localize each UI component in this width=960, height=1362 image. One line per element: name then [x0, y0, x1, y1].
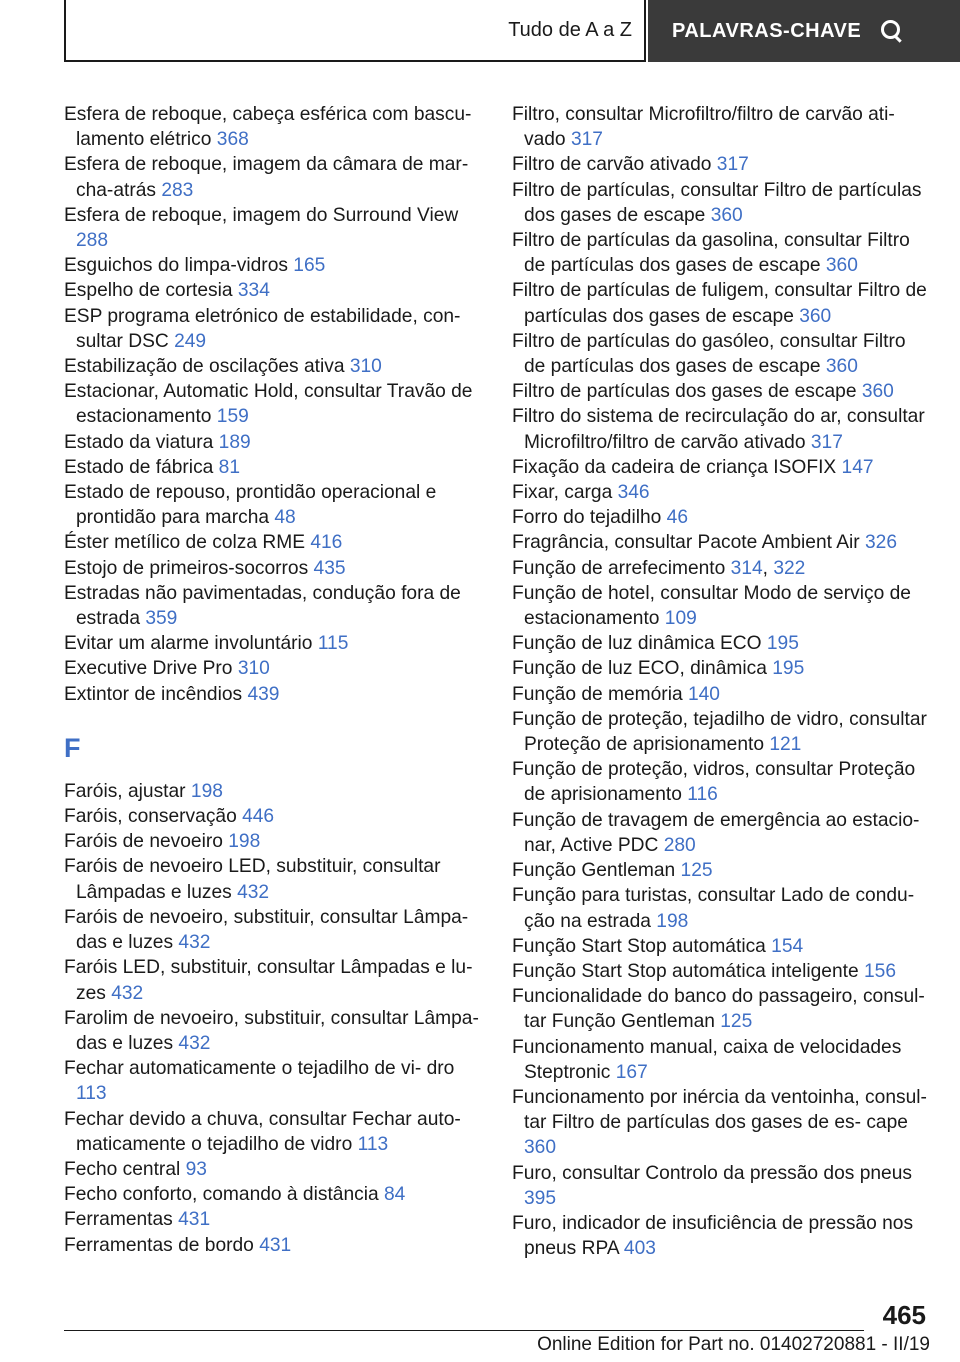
footer-divider [64, 1330, 864, 1331]
index-entry [512, 682, 932, 707]
index-entry-text: Função de proteção, tejadilho de vidro, consultar Proteção de aprisionamento [512, 708, 927, 756]
index-entry-text: Fragrância, consultar Pacote Ambient Air [512, 532, 866, 554]
page-link[interactable]: 195 [766, 633, 799, 655]
header [64, 0, 960, 66]
index-entry-text: Extintor de incêndios [64, 683, 248, 705]
page-link[interactable]: 317 [716, 154, 749, 176]
index-entry [512, 530, 932, 555]
page-link[interactable]: 439 [247, 683, 280, 705]
index-entry [512, 178, 932, 228]
index-entry [64, 354, 479, 379]
index-entry-text: Função Gentleman [512, 860, 681, 882]
index-entry-text: Furo, consultar Controlo da pressão dos pneus [512, 1162, 912, 1184]
index-entry-text: Estradas não pavimentadas, condução fora de estrada [64, 582, 461, 630]
page-link[interactable]: 446 [242, 806, 275, 828]
index-entry-text: Esguichos do limpa-vidros [64, 255, 294, 277]
page-link[interactable]: 368 [216, 129, 249, 151]
index-entry-text: Função de arrefecimento [512, 557, 731, 579]
index-entry-text: Função de travagem de emergência ao estacio- nar, Active PDC [512, 809, 920, 856]
index-entry [512, 505, 932, 530]
index-entry [512, 1035, 932, 1085]
index-entry-text: Fecho conforto, comando à distância [64, 1184, 384, 1206]
page-link[interactable]: 167 [615, 1061, 648, 1083]
index-entry-text: Função de luz ECO, dinâmica [512, 658, 773, 680]
index-entry-text: Filtro, consultar Microfiltro/filtro de carvão ati- vado [512, 104, 895, 151]
index-entry-text: Faróis, ajustar [64, 780, 191, 802]
index-column-right [512, 102, 932, 1261]
index-entry [64, 379, 479, 429]
index-entry-text: Esfera de reboque, imagem do Surround View [64, 204, 459, 226]
page-link[interactable]: 431 [178, 1209, 211, 1231]
page-link[interactable]: 116 [687, 784, 718, 806]
page-link[interactable]: 326 [865, 532, 898, 554]
index-entry [512, 1211, 932, 1261]
page-link[interactable]: 314 [730, 557, 763, 579]
page-link[interactable]: 432 [178, 932, 211, 954]
index-entry [512, 631, 932, 656]
index-entry [64, 253, 479, 278]
tab-keywords-label: PALAVRAS-CHAVE [672, 19, 862, 42]
index-entry [512, 959, 932, 984]
index-entry-text: Faróis LED, substituir, consultar Lâmpadas e lu- zes [64, 957, 473, 1004]
index-entry-text: Filtro de partículas da gasolina, consultar Filtro de partículas dos gases de escape [512, 230, 910, 277]
index-entry-text: Estado da viatura [64, 431, 219, 453]
index-entry [512, 656, 932, 681]
index-entry [64, 829, 479, 854]
page-link[interactable]: 334 [237, 280, 270, 302]
index-entry-text: Esfera de reboque, cabeça esférica com bascu- lamento elétrico [64, 104, 472, 151]
index-entry: Função de arrefecimento 314, 322 [512, 557, 806, 579]
page-link[interactable]: 198 [228, 831, 261, 853]
index-entry-text: Estojo de primeiros-socorros [64, 557, 314, 579]
index-entry [64, 955, 479, 1005]
index-entry-text: Filtro de partículas dos gases de escape [512, 381, 862, 403]
index-entry-text: Faróis, conservação [64, 806, 243, 828]
page-link[interactable]: 125 [720, 1011, 753, 1033]
index-entry-text: Fecho central [64, 1158, 186, 1180]
index-entry [64, 1182, 479, 1207]
index-entry-text: Função para turistas, consultar Lado de condu- ção na estrada [512, 885, 915, 932]
index-entry [512, 757, 932, 807]
index-entry [512, 480, 932, 505]
page-link[interactable]: 113 [357, 1133, 389, 1155]
page-link[interactable]: 156 [863, 960, 896, 982]
index-entry-text: Fixação da cadeira de criança ISOFIX [512, 456, 842, 478]
page-link[interactable]: 360 [861, 381, 894, 403]
index-entry-text: Fixar, carga [512, 482, 618, 504]
index-entry-text: Função de proteção, vidros, consultar Proteção de aprisionamento [512, 759, 916, 806]
page-link[interactable]: 159 [216, 406, 249, 428]
index-entry [512, 102, 932, 152]
index-entry [64, 854, 479, 904]
index-entry [64, 530, 479, 555]
index-entry [512, 152, 932, 177]
page-link[interactable]: 48 [274, 507, 296, 529]
index-entry [64, 304, 479, 354]
page-link[interactable]: 84 [383, 1184, 406, 1206]
index-entry-text: Farolim de nevoeiro, substituir, consultar Lâmpa- das e luzes [64, 1007, 479, 1054]
index-entry [512, 808, 932, 858]
page-link[interactable]: 395 [524, 1187, 557, 1209]
index-entry-text: Forro do tejadilho [512, 507, 667, 529]
index-entry [512, 858, 932, 883]
index-entry-text: Fechar devido a chuva, consultar Fechar auto- maticamente o tejadilho de vidro [64, 1108, 461, 1155]
index-entry-text: Filtro do sistema de recirculação do ar, consultar Microfiltro/filtro de carvão ativado [512, 406, 925, 453]
page-link[interactable]: 432 [237, 881, 270, 903]
index-entry-text: Função Start Stop automática [512, 935, 772, 957]
index-entry [64, 556, 479, 581]
page-link[interactable]: 140 [687, 683, 720, 705]
page-link[interactable]: 109 [664, 608, 697, 630]
index-entry-text: Filtro de partículas do gasóleo, consultar Filtro de partículas dos gases de escape [512, 330, 906, 378]
page-link[interactable]: 165 [293, 255, 326, 277]
page-link[interactable]: 360 [524, 1137, 557, 1159]
page-link[interactable]: 249 [174, 330, 207, 352]
index-entry-text: Éster metílico de colza RME [64, 532, 311, 554]
index-entry [512, 1161, 932, 1211]
index-entry [512, 228, 932, 278]
index-entry [64, 779, 479, 804]
index-entry-text: Estado de repouso, prontidão operacional e prontidão para marcha [64, 482, 437, 529]
index-entry-text: Furo, indicador de insuficiência de pressão nos pneus RPA [512, 1212, 914, 1260]
index-entry [512, 1085, 932, 1161]
index-entry-text: Filtro de partículas de fuligem, consultar Filtro de partículas dos gases de escape [512, 280, 927, 327]
index-entry-text: Funcionalidade do banco do passageiro, consul- tar Função Gentleman [512, 986, 925, 1033]
index-entry-text: ESP programa eletrónico de estabilidade, con- sultar DSC [64, 305, 461, 352]
page-link[interactable]: 113 [76, 1083, 107, 1105]
page-link[interactable]: 432 [178, 1032, 211, 1054]
index-entry [64, 102, 479, 152]
index-entry [64, 203, 479, 253]
page-link[interactable]: 195 [772, 658, 805, 680]
index-entry-text: Estabilização de oscilações ativa [64, 356, 350, 378]
index-entry-text: Evitar um alarme involuntário [64, 633, 318, 655]
page-number: 465 [882, 1300, 926, 1330]
index-entry [64, 1107, 479, 1157]
page-link[interactable]: 360 [710, 204, 743, 226]
index-entry [64, 1157, 479, 1182]
tab-a-to-z[interactable] [64, 0, 646, 62]
index-entry-text: Ferramentas [64, 1209, 179, 1231]
page-link[interactable]: 317 [570, 129, 603, 151]
index-entry [64, 455, 479, 480]
index-entry-text: Funcionamento manual, caixa de velocidades Steptronic [512, 1036, 902, 1083]
page-link[interactable]: 359 [145, 608, 178, 630]
index-entry [512, 278, 932, 328]
page-link[interactable]: 360 [825, 356, 858, 378]
index-entry [64, 1056, 479, 1106]
index-entry-text: Estacionar, Automatic Hold, consultar Travão de estacionamento [64, 381, 473, 428]
page-link[interactable]: 432 [111, 982, 144, 1004]
index-entry-text: Estado de fábrica [64, 456, 219, 478]
index-entry [512, 455, 932, 480]
index-entry [512, 379, 932, 404]
tab-keywords[interactable] [648, 0, 960, 62]
index-entry [512, 404, 932, 454]
page-link[interactable]: 125 [680, 860, 713, 882]
index-entry-text: Ferramentas de bordo [64, 1234, 260, 1256]
search-icon[interactable] [881, 20, 903, 42]
page-link[interactable]: 346 [617, 482, 650, 504]
index-entry [64, 905, 479, 955]
index-entry-text: Espelho de cortesia [64, 280, 238, 302]
page-link[interactable]: 310 [349, 356, 382, 378]
page-link[interactable]: 46 [666, 507, 688, 529]
page-link[interactable]: 154 [771, 935, 804, 957]
index-entry-text: Filtro de carvão ativado [512, 154, 717, 176]
index-entry-text: Esfera de reboque, imagem da câmara de mar- cha-atrás [64, 154, 469, 201]
index-entry-text: Faróis de nevoeiro [64, 831, 229, 853]
page-link[interactable]: 360 [799, 305, 832, 327]
index-entry-text: Faróis de nevoeiro LED, substituir, consultar Lâmpadas e luzes [64, 856, 441, 903]
index-entry [64, 480, 479, 530]
page-link[interactable]: 147 [841, 456, 874, 478]
index-entry-text: Função de memória [512, 683, 688, 705]
tab-a-to-z-label: Tudo de A a Z [508, 18, 632, 41]
index-entry [512, 984, 932, 1034]
index-entry [512, 883, 932, 933]
index-entry [64, 631, 479, 656]
index-column-left [64, 102, 479, 1258]
page-link[interactable]: 416 [310, 532, 343, 554]
page-link[interactable]: 81 [218, 456, 241, 478]
page-link[interactable]: 317 [810, 431, 843, 453]
footer-edition: Online Edition for Part no. 01402720881 - II/19 [537, 1334, 930, 1355]
index-entry-text: Faróis de nevoeiro, substituir, consultar Lâmpa- das e luzes [64, 906, 469, 954]
index-entry-text: Função de hotel, consultar Modo de serviço de estacionamento [512, 582, 911, 630]
index-entry-text: Funcionamento por inércia da ventoinha, consul- tar Filtro de partículas dos gases de es- cape [512, 1086, 927, 1134]
page-link[interactable]: 288 [76, 230, 109, 252]
index-entry-text: Executive Drive Pro [64, 658, 238, 680]
index-entry-text: Função Start Stop automática inteligente [512, 960, 864, 982]
index-entry-text: Fechar automaticamente o tejadilho de vi- dro [64, 1058, 455, 1080]
page-link[interactable]: 93 [185, 1158, 207, 1180]
index-entry [64, 1006, 479, 1056]
page-link[interactable]: 280 [663, 834, 696, 856]
page-link[interactable]: 403 [623, 1238, 656, 1260]
index-entry [64, 430, 479, 455]
page-link[interactable]: 115 [317, 633, 349, 655]
page-link[interactable]: 121 [769, 734, 802, 756]
index-entry [512, 934, 932, 959]
page-link[interactable]: 435 [313, 557, 346, 579]
index-entry [64, 581, 479, 631]
index-entry [512, 707, 932, 757]
index-entry [64, 682, 479, 707]
page-link[interactable]: 360 [825, 255, 858, 277]
index-entry [512, 329, 932, 379]
index-entry [64, 656, 479, 681]
index-entry [64, 278, 479, 303]
index-entry [64, 804, 479, 829]
page-link[interactable]: 431 [259, 1234, 292, 1256]
index-entry-text: Função de luz dinâmica ECO [512, 633, 767, 655]
page-link[interactable]: 189 [218, 431, 251, 453]
index-letter-heading: F [64, 732, 81, 763]
index-entry [512, 581, 932, 631]
index-entry-text: Filtro de partículas, consultar Filtro de partículas dos gases de escape [512, 179, 922, 226]
page-link[interactable]: 198 [656, 910, 689, 932]
page-link[interactable]: 283 [161, 179, 194, 201]
page-link[interactable]: 310 [237, 658, 270, 680]
page-link[interactable]: 322 [773, 557, 806, 579]
index-entry [64, 1233, 479, 1258]
index-entry [64, 1207, 479, 1232]
page-link[interactable]: 198 [190, 780, 223, 802]
index-entry [64, 152, 479, 202]
